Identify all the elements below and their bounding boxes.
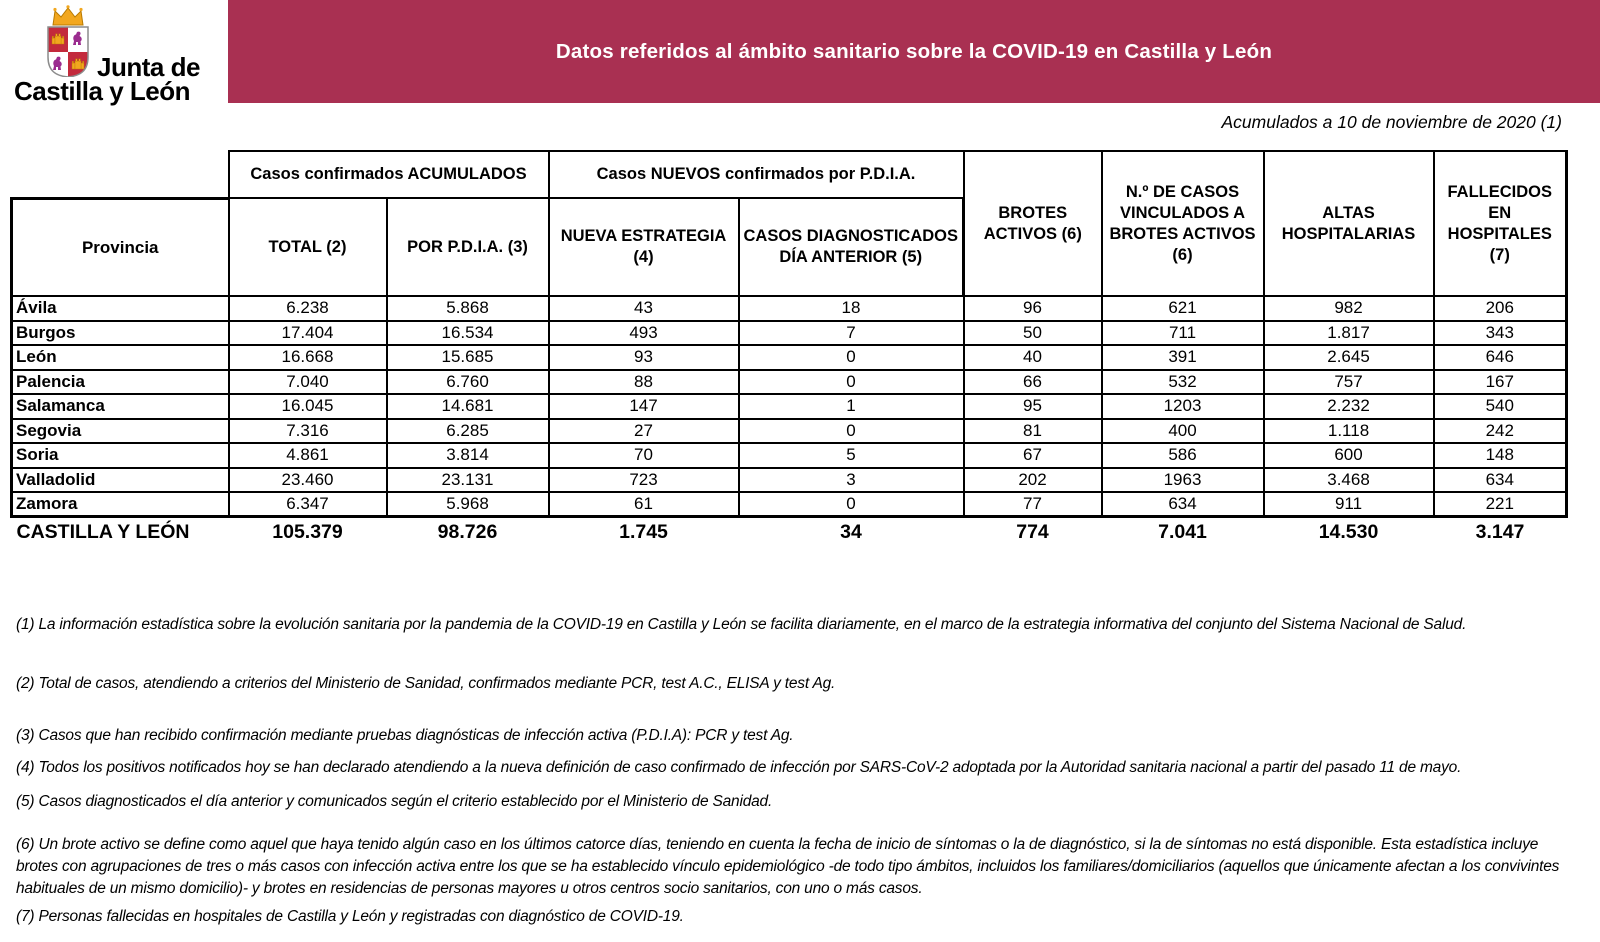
value-cell: 911 — [1264, 492, 1434, 517]
total-value-cell: 14.530 — [1318, 521, 1379, 544]
value-cell: 27 — [549, 419, 739, 444]
table-row — [12, 419, 1567, 444]
table-row — [12, 394, 1567, 419]
total-value-cell: 7.041 — [1158, 521, 1207, 544]
value-cell: 600 — [1264, 443, 1434, 468]
date-note: Acumulados a 10 de noviembre de 2020 (1) — [1221, 112, 1562, 132]
table-body — [12, 296, 1567, 517]
value-cell: 757 — [1264, 370, 1434, 395]
value-cell: 1 — [739, 394, 964, 419]
value-cell: 77 — [964, 492, 1102, 517]
column-header-por-pdia: POR P.D.I.A. (3) — [387, 198, 549, 296]
value-cell: 343 — [1434, 321, 1567, 346]
value-cell: 5 — [739, 443, 964, 468]
column-header-casos-vinculados: N.º DE CASOS VINCULADOS A BROTES ACTIVOS (6) — [1102, 151, 1264, 296]
total-label: CASTILLA Y LEÓN — [16, 521, 190, 544]
title-banner — [228, 0, 1600, 103]
footnote-5: (5) Casos diagnosticados el día anterior y comunicados según el criterio establecido por el Ministerio de Sanidad. — [16, 793, 773, 810]
value-cell: 16.045 — [229, 394, 387, 419]
column-header-diagnosticados: CASOS DIAGNOSTICADOS DÍA ANTERIOR (5) — [739, 198, 964, 296]
logo-text-line2: Castilla y León — [14, 76, 190, 106]
value-cell: 2.232 — [1264, 394, 1434, 419]
empty-corner-cell — [12, 151, 229, 198]
value-cell: 88 — [549, 370, 739, 395]
value-cell: 493 — [549, 321, 739, 346]
footnote-4: (4) Todos los positivos notificados hoy se han declarado atendiendo a la nueva definición de caso confirmado de infección por SARS-CoV-2 adoptada por la Autoridad sanitaria nacional a partir del pasado 11 de mayo. — [16, 759, 1462, 776]
value-cell: 17.404 — [229, 321, 387, 346]
province-cell: Ávila — [12, 296, 229, 321]
value-cell: 67 — [964, 443, 1102, 468]
value-cell: 6.238 — [229, 296, 387, 321]
value-cell: 43 — [549, 296, 739, 321]
value-cell: 586 — [1102, 443, 1264, 468]
value-cell: 6.285 — [387, 419, 549, 444]
value-cell: 982 — [1264, 296, 1434, 321]
column-header-total: TOTAL (2) — [229, 198, 387, 296]
total-value-cell: 105.379 — [272, 521, 343, 544]
value-cell: 221 — [1434, 492, 1567, 517]
group-header-acumulados: Casos confirmados ACUMULADOS — [229, 151, 549, 198]
footnote-2: (2) Total de casos, atendiendo a criterios del Ministerio de Sanidad, confirmados mediante PCR, test A.C., ELISA y test Ag. — [16, 675, 836, 692]
value-cell: 202 — [964, 468, 1102, 493]
value-cell: 0 — [739, 492, 964, 517]
covid-data-table — [10, 150, 1568, 548]
logo-text-line1: Junta de — [97, 52, 200, 82]
footnote-1: (1) La información estadística sobre la evolución sanitaria por la pandemia de la COVID-19 en Castilla y León se facilita diariamente, en el marco de la estrategia informativa del conjunto del Sistema Nacional de Salud. — [16, 616, 1467, 633]
province-cell: León — [12, 345, 229, 370]
province-cell: Valladolid — [12, 468, 229, 493]
value-cell: 167 — [1434, 370, 1567, 395]
value-cell: 3.814 — [387, 443, 549, 468]
value-cell: 81 — [964, 419, 1102, 444]
value-cell: 2.645 — [1264, 345, 1434, 370]
value-cell: 400 — [1102, 419, 1264, 444]
value-cell: 646 — [1434, 345, 1567, 370]
table-row — [12, 443, 1567, 468]
value-cell: 0 — [739, 370, 964, 395]
value-cell: 532 — [1102, 370, 1264, 395]
table-row — [12, 345, 1567, 370]
column-header-fallecidos: FALLECIDOS EN HOSPITALES (7) — [1434, 151, 1567, 296]
value-cell: 23.460 — [229, 468, 387, 493]
total-row — [12, 517, 1567, 548]
province-cell: Palencia — [12, 370, 229, 395]
coat-of-arms-icon — [46, 5, 90, 77]
footnote-6: (6) Un brote activo se define como aquel que haya tenido algún caso en los últimos catorce días, teniendo en cuenta la fecha de inicio de síntomas o la de diagnóstico, si la de síntomas no está disponible. Esta estadística incluye brotes con agrupaciones de tres o más casos con infección activa entre los que se ha establecido vínculo epidemiológico -de todo tipo ámbitos, incluidos los familiares/domiciliarios (aquellos que únicamente afectan a los convivintes habituales de un mismo domicilio)- y brotes en residencias de personas mayores u otros centros socio sanitarios, con uno o más casos. — [16, 836, 1560, 897]
shield-icon — [48, 27, 88, 77]
table-row — [12, 468, 1567, 493]
total-value-cell: 3.147 — [1475, 521, 1525, 544]
value-cell: 1963 — [1102, 468, 1264, 493]
value-cell: 621 — [1102, 296, 1264, 321]
value-cell: 70 — [549, 443, 739, 468]
value-cell: 7.040 — [229, 370, 387, 395]
value-cell: 93 — [549, 345, 739, 370]
province-cell: Soria — [12, 443, 229, 468]
value-cell: 40 — [964, 345, 1102, 370]
value-cell: 66 — [964, 370, 1102, 395]
value-cell: 7.316 — [229, 419, 387, 444]
table-row — [12, 492, 1567, 517]
column-header-provincia: Provincia — [12, 198, 229, 296]
province-cell: Segovia — [12, 419, 229, 444]
table-row — [12, 296, 1567, 321]
crown-icon — [53, 5, 83, 25]
footnote-7: (7) Personas fallecidas en hospitales de Castilla y León y registradas con diagnóstico de COVID-19. — [16, 908, 684, 925]
value-cell: 50 — [964, 321, 1102, 346]
value-cell: 96 — [964, 296, 1102, 321]
footnotes — [16, 614, 1560, 928]
value-cell: 5.868 — [387, 296, 549, 321]
value-cell: 3.468 — [1264, 468, 1434, 493]
total-value-cell: 98.726 — [437, 521, 498, 544]
province-cell: Salamanca — [12, 394, 229, 419]
value-cell: 23.131 — [387, 468, 549, 493]
value-cell: 723 — [549, 468, 739, 493]
value-cell: 1.817 — [1264, 321, 1434, 346]
province-cell: Burgos — [12, 321, 229, 346]
value-cell: 61 — [549, 492, 739, 517]
value-cell: 16.668 — [229, 345, 387, 370]
group-header-row — [12, 151, 1567, 198]
total-value-cell: 774 — [1016, 521, 1049, 544]
page-title: Datos referidos al ámbito sanitario sobre la COVID-19 en Castilla y León — [555, 39, 1273, 63]
value-cell: 15.685 — [387, 345, 549, 370]
value-cell: 242 — [1434, 419, 1567, 444]
value-cell: 7 — [739, 321, 964, 346]
column-header-brotes-activos: BROTES ACTIVOS (6) — [964, 151, 1102, 296]
value-cell: 1203 — [1102, 394, 1264, 419]
value-cell: 147 — [549, 394, 739, 419]
value-cell: 6.347 — [229, 492, 387, 517]
value-cell: 540 — [1434, 394, 1567, 419]
junta-logo — [0, 0, 228, 106]
group-header-nuevos: Casos NUEVOS confirmados por P.D.I.A. — [549, 151, 964, 198]
value-cell: 3 — [739, 468, 964, 493]
value-cell: 18 — [739, 296, 964, 321]
column-header-altas: ALTAS HOSPITALARIAS — [1264, 151, 1434, 296]
total-value-cell: 34 — [840, 521, 862, 544]
value-cell: 634 — [1102, 492, 1264, 517]
value-cell: 95 — [964, 394, 1102, 419]
value-cell: 148 — [1434, 443, 1567, 468]
total-value-cell: 1.745 — [619, 521, 668, 544]
value-cell: 5.968 — [387, 492, 549, 517]
value-cell: 391 — [1102, 345, 1264, 370]
table-row — [12, 370, 1567, 395]
footnote-3: (3) Casos que han recibido confirmación mediante pruebas diagnósticas de infección activa (P.D.I.A): PCR y test Ag. — [16, 727, 794, 744]
value-cell: 0 — [739, 345, 964, 370]
value-cell: 4.861 — [229, 443, 387, 468]
value-cell: 711 — [1102, 321, 1264, 346]
table-row — [12, 321, 1567, 346]
value-cell: 206 — [1434, 296, 1567, 321]
value-cell: 0 — [739, 419, 964, 444]
value-cell: 1.118 — [1264, 419, 1434, 444]
column-header-nueva-estrategia: NUEVA ESTRATEGIA (4) — [549, 198, 739, 296]
value-cell: 634 — [1434, 468, 1567, 493]
province-cell: Zamora — [12, 492, 229, 517]
value-cell: 6.760 — [387, 370, 549, 395]
value-cell: 16.534 — [387, 321, 549, 346]
value-cell: 14.681 — [387, 394, 549, 419]
